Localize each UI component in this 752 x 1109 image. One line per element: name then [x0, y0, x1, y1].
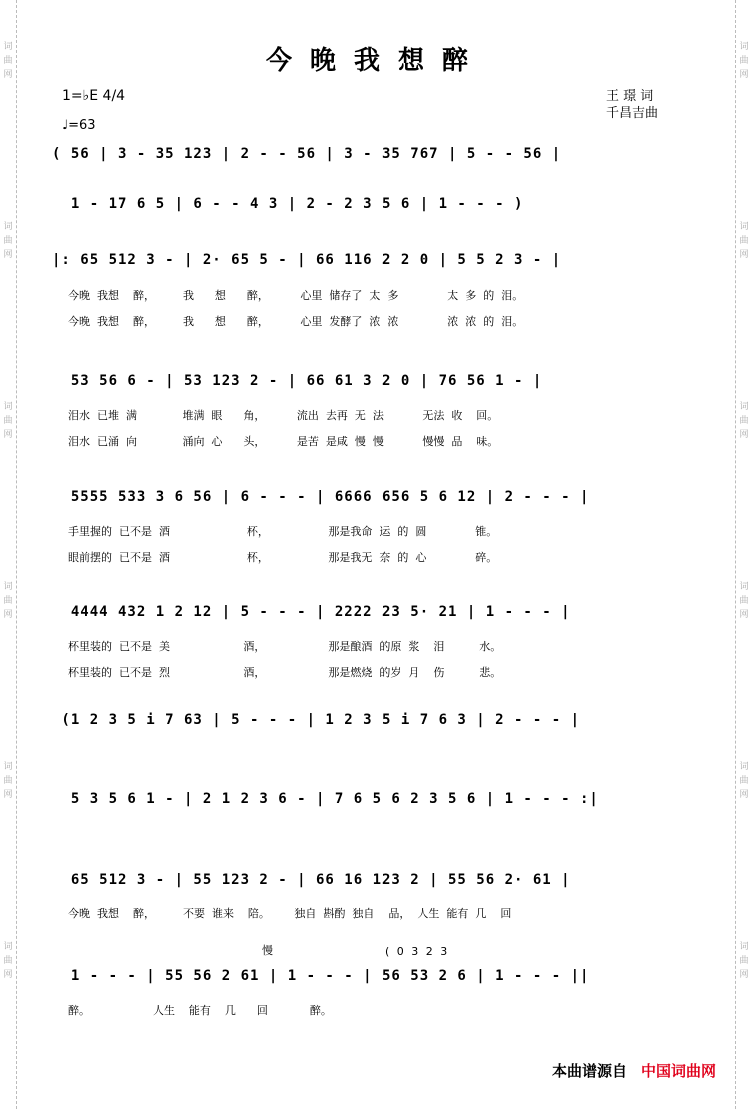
watermark-right: 词曲网: [739, 402, 749, 440]
notation-line: 5 3 5 6 1 - | 2 1 2 3 6 - | 7 6 5 6 2 3 5 6 | 1 - - - :|: [52, 791, 599, 807]
watermark-left: 词曲网: [3, 402, 13, 440]
interlude-note: ( 0 3 2 3: [385, 945, 450, 958]
source-credit: [552, 1060, 716, 1081]
lyricist-credit: 王 璟 词: [606, 89, 654, 104]
source-label: 本曲谱源自: [551, 1062, 627, 1080]
left-margin-strip: [0, 0, 17, 1109]
watermark-right: 词曲网: [739, 582, 749, 620]
notation-line: 5555 533 3 6 56 | 6 - - - | 6666 656 5 6 12 | 2 - - - |: [52, 489, 590, 505]
notation-line: 4444 432 1 2 12 | 5 - - - | 2222 23 5· 21 | 1 - - - |: [52, 604, 571, 620]
score-row: [52, 791, 702, 821]
watermark-right: 词曲网: [739, 42, 749, 80]
watermark-left: 词曲网: [3, 582, 13, 620]
watermark-left: 词曲网: [3, 222, 13, 260]
lyric-line: 杯里装的 已不是 烈 酒， 那是燃烧 的岁 月 伤 悲。: [68, 666, 502, 679]
notation-line: 53 56 6 - | 53 123 2 - | 66 61 3 2 0 | 76 56 1 - |: [52, 373, 543, 389]
lyric-line: 杯里装的 已不是 美 酒， 那是酿酒 的原 浆 泪 水。: [68, 640, 502, 653]
score-row: [52, 712, 702, 742]
watermark-left: 词曲网: [3, 762, 13, 800]
notation-line: 1 - - - | 55 56 2 61 | 1 - - - | 56 53 2 6 | 1 - - - ||: [52, 968, 590, 984]
notation-line: 65 512 3 - | 55 123 2 - | 66 16 123 2 | 55 56 2· 61 |: [52, 872, 571, 888]
song-title: 今晚我想醉: [265, 46, 486, 76]
watermark-left: 词曲网: [3, 42, 13, 80]
tempo-marking: ♩=63: [62, 118, 96, 133]
lyric-line: 今晚 我想 醉， 不要 谁来 陪。 独自 斟酌 独自 品， 人生 能有 几 回: [68, 907, 512, 920]
score-row: [52, 604, 702, 634]
right-margin-strip: [735, 0, 752, 1109]
composer-credit: 千昌吉曲: [606, 106, 659, 121]
notation-line: |: 65 512 3 - | 2· 65 5 - | 66 116 2 2 0 | 5 5 2 3 - |: [52, 252, 562, 268]
score-row: [52, 146, 702, 176]
watermark-left: 词曲网: [3, 942, 13, 980]
lyric-line: 眼前摆的 已不是 酒 杯， 那是我无 奈 的 心 碎。: [68, 551, 498, 564]
notation-line: ( 56 | 3 - 35 123 | 2 - - 56 | 3 - 35 767 | 5 - - 56 |: [52, 146, 562, 162]
score-row: [52, 872, 702, 902]
lyric-line: 醉。 人生 能有 几 回 醉。: [68, 1004, 332, 1017]
credits: [606, 88, 658, 122]
watermark-right: 词曲网: [739, 762, 749, 800]
lyric-line: 泪水 已涌 向 涌向 心 头， 是苦 是咸 慢 慢 慢慢 品 味。: [68, 435, 499, 448]
source-brand: 中国词曲网: [640, 1062, 716, 1080]
key-signature: 1=♭E 4/4: [62, 88, 126, 104]
score-row: [52, 373, 702, 403]
notation-line: (1 2 3 5 i 7 63 | 5 - - - | 1 2 3 5 i 7 6 3 | 2 - - - |: [52, 712, 581, 728]
watermark-right: 词曲网: [739, 222, 749, 260]
score-row: [52, 968, 702, 998]
watermark-right: 词曲网: [739, 942, 749, 980]
lyric-line: 今晚 我想 醉， 我 想 醉， 心里 发酵了 浓 浓 浓 浓 的 泪。: [68, 315, 524, 328]
lyric-line: 泪水 已堆 满 堆满 眼 角， 流出 去再 无 法 无法 收 回。: [68, 409, 499, 422]
lyric-line: 今晚 我想 醉， 我 想 醉， 心里 储存了 太 多 太 多 的 泪。: [68, 289, 524, 302]
score-row: [52, 252, 702, 282]
notation-line: 1 - 17 6 5 | 6 - - 4 3 | 2 - 2 3 5 6 | 1 - - - ): [52, 196, 533, 212]
score-row: [52, 196, 702, 226]
slow-marking: 慢: [262, 944, 273, 957]
score-row: [52, 489, 702, 519]
lyric-line: 手里握的 已不是 酒 杯， 那是我命 运 的 圆 锥。: [68, 525, 498, 538]
